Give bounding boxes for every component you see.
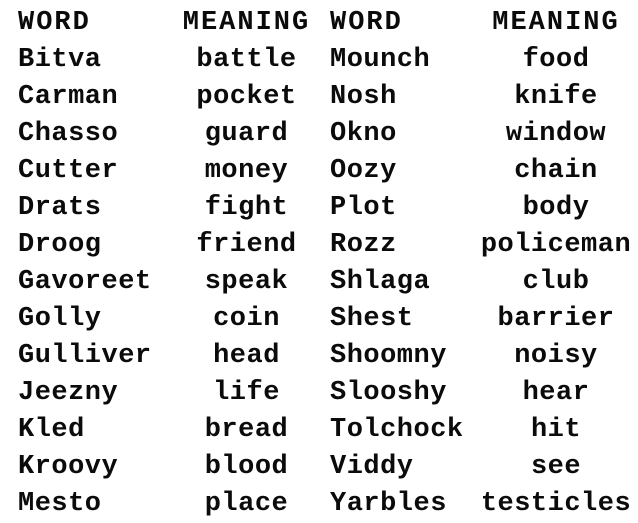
meaning-cell: bread bbox=[204, 415, 289, 445]
meaning-cell: window bbox=[505, 119, 607, 149]
word-cell: Cutter bbox=[18, 156, 119, 186]
meaning-cell: chain bbox=[514, 156, 598, 186]
word-cell: Gulliver bbox=[18, 341, 152, 371]
word-cell: Shlaga bbox=[330, 267, 431, 297]
word-cell: Jeezny bbox=[18, 378, 119, 408]
meaning-cell: knife bbox=[514, 82, 598, 112]
meaning-cell: place bbox=[204, 489, 289, 519]
table-row bbox=[18, 338, 330, 375]
table-row bbox=[330, 264, 632, 301]
word-cell: Slooshy bbox=[330, 378, 447, 408]
word-cell: Oozy bbox=[330, 156, 397, 186]
word-header: WORD bbox=[18, 8, 91, 38]
table-row bbox=[18, 153, 330, 190]
table-row bbox=[330, 486, 632, 523]
table-row bbox=[330, 412, 632, 449]
word-cell: Bitva bbox=[18, 45, 102, 75]
word-cell: Yarbles bbox=[330, 489, 447, 519]
word-cell: Kled bbox=[18, 415, 85, 445]
meaning-cell: policeman bbox=[480, 230, 632, 260]
table-row bbox=[330, 42, 632, 79]
table-row bbox=[330, 153, 632, 190]
table-row bbox=[330, 449, 632, 486]
meaning-cell: guard bbox=[204, 119, 289, 149]
table-row bbox=[330, 338, 632, 375]
table-row bbox=[330, 227, 632, 264]
meaning-cell: hit bbox=[530, 415, 582, 445]
word-cell: Nosh bbox=[330, 82, 397, 112]
word-header: WORD bbox=[330, 8, 403, 38]
header-row bbox=[18, 5, 330, 42]
meaning-cell: battle bbox=[196, 45, 297, 75]
table-row bbox=[18, 264, 330, 301]
table-row bbox=[330, 190, 632, 227]
meaning-cell: pocket bbox=[196, 82, 297, 112]
meaning-cell: barrier bbox=[497, 304, 615, 334]
word-cell: Carman bbox=[18, 82, 119, 112]
table-row bbox=[18, 42, 330, 79]
word-cell: Gavoreet bbox=[18, 267, 152, 297]
table-row bbox=[330, 79, 632, 116]
word-cell: Shoomny bbox=[330, 341, 447, 371]
word-cell: Drats bbox=[18, 193, 102, 223]
meaning-cell: testicles bbox=[480, 489, 632, 519]
meaning-cell: friend bbox=[196, 230, 297, 260]
meaning-cell: noisy bbox=[514, 341, 598, 371]
word-cell: Viddy bbox=[330, 452, 414, 482]
word-cell: Tolchock bbox=[330, 415, 464, 445]
table-row bbox=[330, 116, 632, 153]
word-cell: Plot bbox=[330, 193, 397, 223]
meaning-cell: head bbox=[213, 341, 280, 371]
word-cell: Mounch bbox=[330, 45, 431, 75]
table-row bbox=[330, 301, 632, 338]
meaning-cell: life bbox=[213, 378, 280, 408]
meaning-cell: coin bbox=[213, 304, 280, 334]
glossary-table-left bbox=[18, 5, 330, 523]
meaning-cell: money bbox=[204, 156, 289, 186]
table-row bbox=[330, 375, 632, 412]
table-row bbox=[18, 449, 330, 486]
word-cell: Okno bbox=[330, 119, 397, 149]
meaning-cell: hear bbox=[522, 378, 590, 408]
word-cell: Rozz bbox=[330, 230, 397, 260]
meaning-cell: food bbox=[522, 45, 590, 75]
table-row bbox=[18, 79, 330, 116]
table-row bbox=[18, 116, 330, 153]
word-cell: Golly bbox=[18, 304, 102, 334]
meaning-cell: blood bbox=[204, 452, 289, 482]
meaning-cell: body bbox=[522, 193, 590, 223]
word-cell: Shest bbox=[330, 304, 414, 334]
table-row bbox=[18, 190, 330, 227]
word-cell: Droog bbox=[18, 230, 102, 260]
meaning-header: MEANING bbox=[492, 8, 620, 38]
word-cell: Mesto bbox=[18, 489, 102, 519]
meaning-cell: fight bbox=[204, 193, 289, 223]
glossary-table-right bbox=[330, 5, 632, 523]
header-row bbox=[330, 5, 632, 42]
meaning-header: MEANING bbox=[182, 8, 311, 38]
meaning-cell: speak bbox=[204, 267, 289, 297]
table-row bbox=[18, 375, 330, 412]
word-cell: Kroovy bbox=[18, 452, 119, 482]
meaning-cell: see bbox=[530, 452, 582, 482]
word-cell: Chasso bbox=[18, 119, 119, 149]
meaning-cell: club bbox=[522, 267, 590, 297]
table-row bbox=[18, 412, 330, 449]
table-row bbox=[18, 227, 330, 264]
table-row bbox=[18, 486, 330, 523]
table-row bbox=[18, 301, 330, 338]
